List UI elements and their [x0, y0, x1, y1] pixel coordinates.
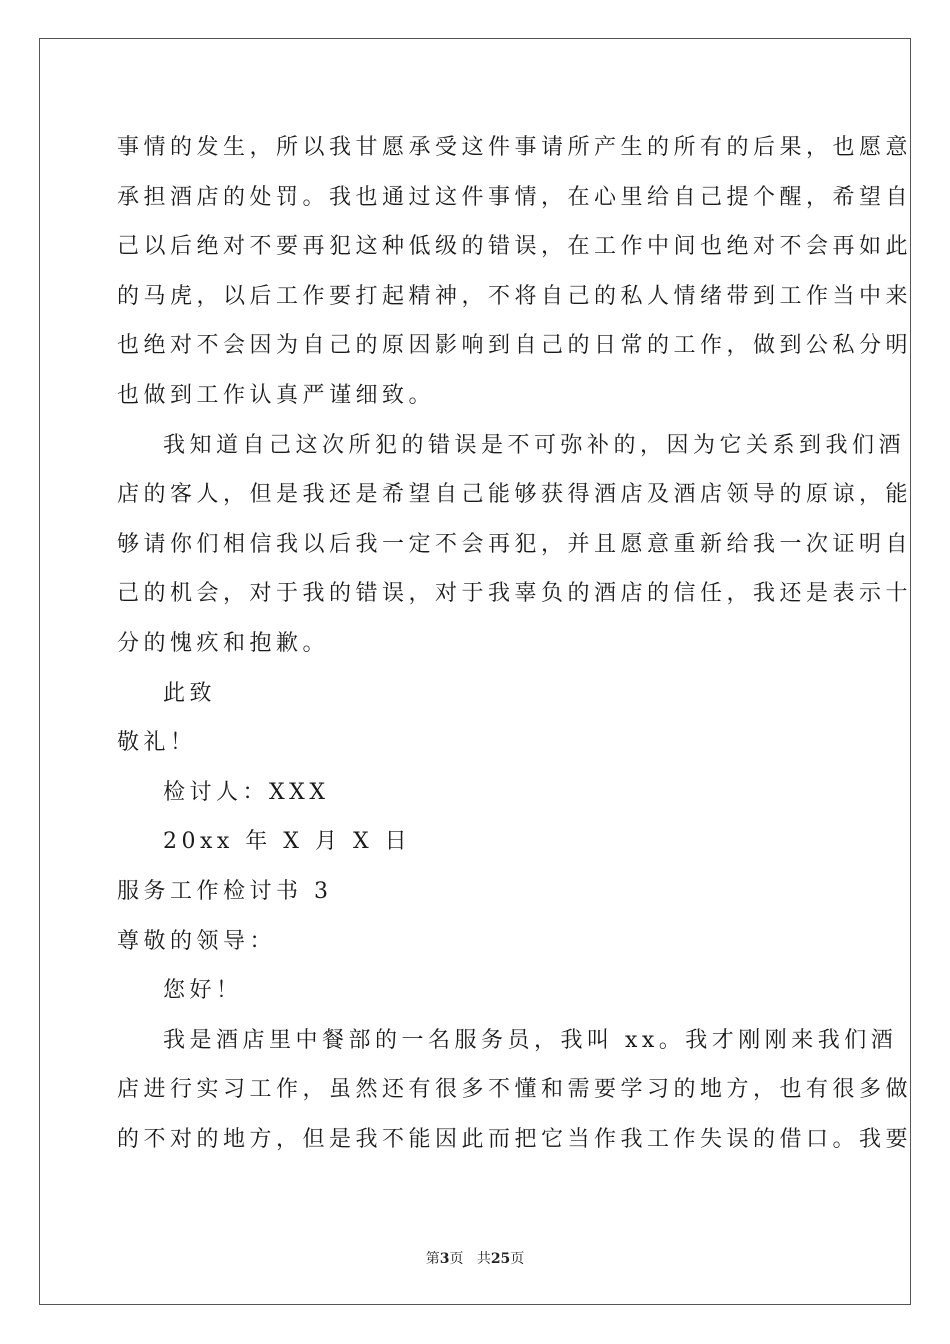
text-line: 店进行实习工作，虽然还有很多不懂和需要学习的地方，也有很多做 — [117, 1077, 913, 1103]
footer-page-number: 3 — [439, 1251, 450, 1267]
footer-total-pages: 25 — [490, 1251, 511, 1267]
signature-date: 20xx 年 X 月 X 日 — [163, 829, 412, 855]
greeting-recipient: 尊敬的领导： — [117, 928, 277, 954]
text-line: 够请你们相信我以后我一定不会再犯，并且愿意重新给我一次证明自 — [117, 531, 913, 557]
footer-page-unit: 页 — [449, 1251, 464, 1267]
signature-name: 检讨人：XXX — [163, 779, 330, 805]
text-line: 己以后绝对不要再犯这种低级的错误，在工作中间也绝对不会再如此 — [117, 234, 913, 260]
footer-prefix: 第 — [425, 1251, 440, 1267]
page-footer — [0, 1248, 950, 1268]
text-line: 我知道自己这次所犯的错误是不可弥补的，因为它关系到我们酒 — [163, 432, 906, 458]
text-line: 己的机会，对于我的错误，对于我辜负的酒店的信任，我还是表示十 — [117, 581, 913, 607]
text-line: 也做到工作认真严谨细致。 — [117, 382, 436, 408]
section-title: 服务工作检讨书 3 — [117, 878, 333, 904]
text-line: 承担酒店的处罚。我也通过这件事情，在心里给自己提个醒，希望自 — [117, 184, 913, 210]
closing-salutation: 此致 — [163, 680, 217, 706]
footer-total-unit: 页 — [510, 1251, 525, 1267]
text-line: 我是酒店里中餐部的一名服务员，我叫 xx。我才刚刚来我们酒 — [163, 1027, 898, 1053]
closing-regards: 敬礼！ — [117, 730, 197, 756]
footer-total-prefix: 共 — [476, 1251, 491, 1267]
document-body — [117, 123, 913, 1164]
text-line: 也绝对不会因为自己的原因影响到自己的日常的工作，做到公私分明 — [117, 333, 913, 359]
greeting-hello: 您好！ — [163, 978, 243, 1004]
text-line: 事情的发生，所以我甘愿承受这件事请所产生的所有的后果，也愿意 — [117, 135, 913, 160]
text-line: 的马虎，以后工作要打起精神，不将自己的私人情绪带到工作当中来 — [117, 283, 913, 309]
text-line: 的不对的地方，但是我不能因此而把它当作我工作失误的借口。我要 — [117, 1126, 913, 1152]
text-line: 分的愧疚和抱歉。 — [117, 630, 330, 656]
text-line: 店的客人，但是我还是希望自己能够获得酒店及酒店领导的原谅，能 — [117, 482, 913, 508]
